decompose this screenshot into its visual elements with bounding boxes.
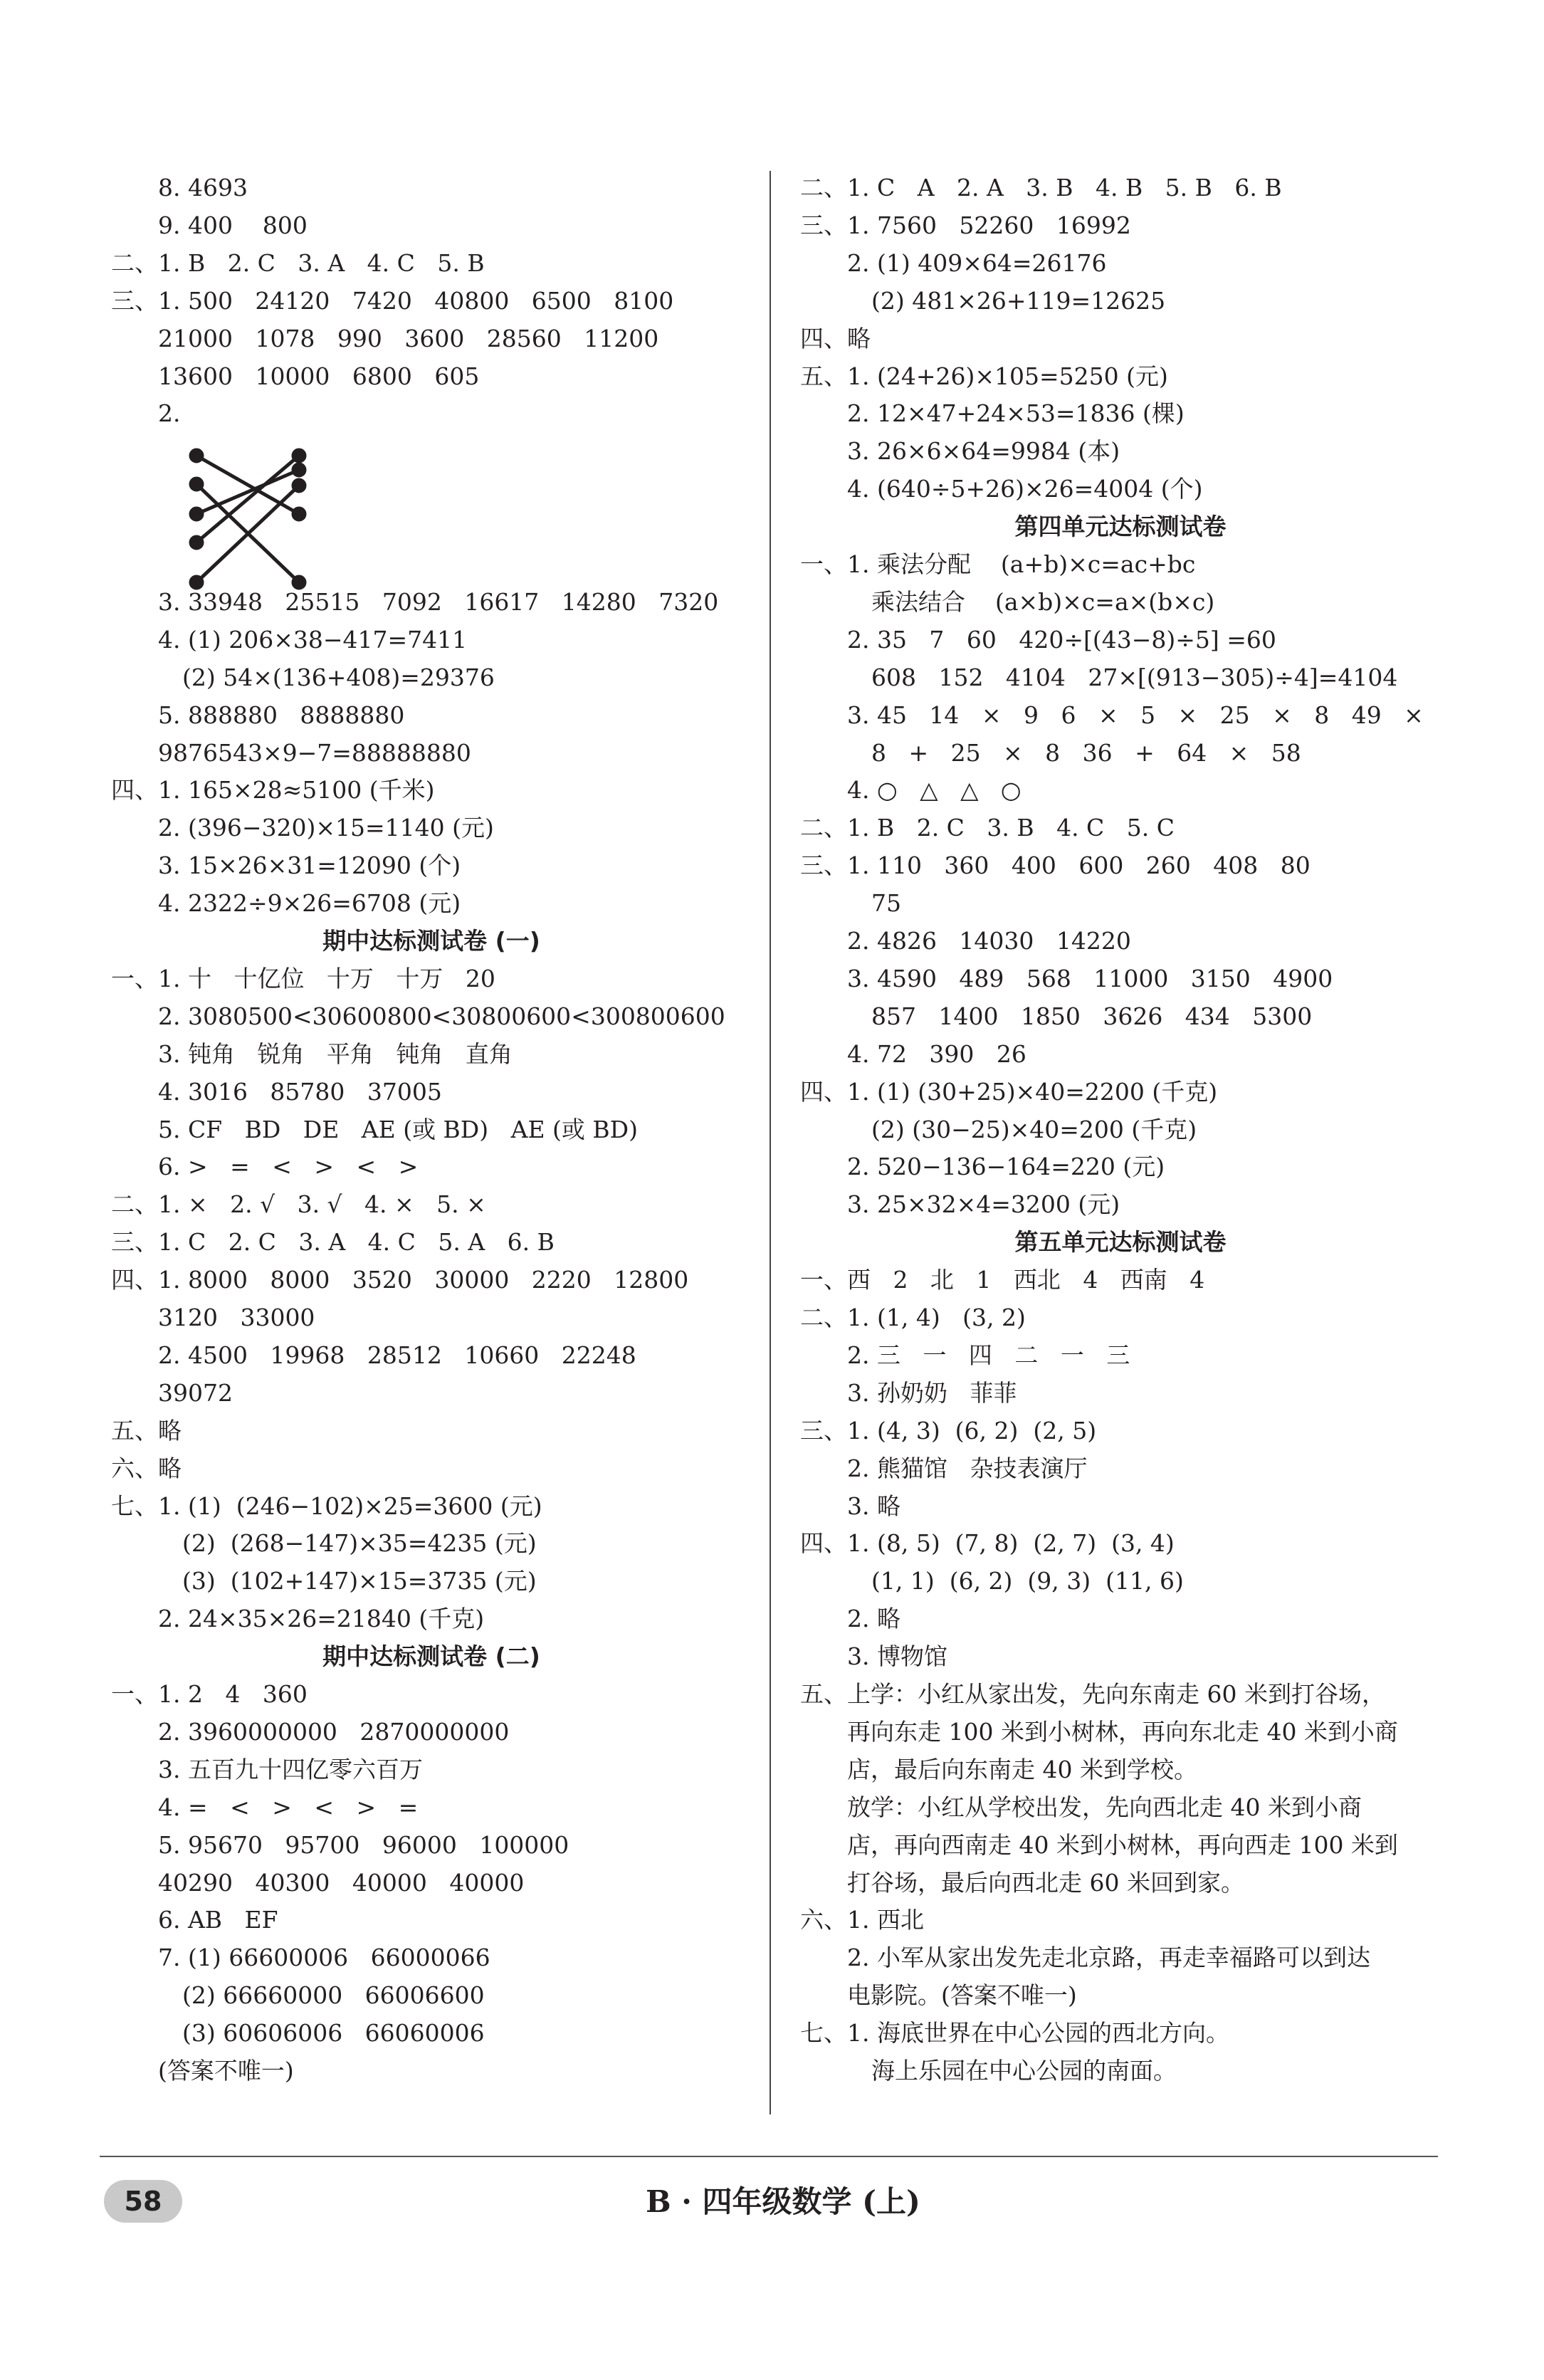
answer-line: 2. 24×35×26=21840 (千克) <box>158 1605 485 1633</box>
answer-line: 电影院。(答案不唯一) <box>847 1981 1077 2010</box>
answer-line: 五、1. (24+26)×105=5250 (元) <box>800 362 1168 390</box>
answer-line: 4. (1) 206×38−417=7411 <box>158 625 468 654</box>
answer-line: 3. 钝角 锐角 平角 钝角 直角 <box>158 1039 513 1068</box>
answer-line: (2) (30−25)×40=200 (千克) <box>871 1115 1197 1143</box>
answer-line: 三、1. 110 360 400 600 260 408 80 <box>800 851 1311 880</box>
answer-line: 一、1. 乘法分配 (a+b)×c=ac+bc <box>800 550 1196 578</box>
answer-line: 4. 3016 85780 37005 <box>158 1077 442 1106</box>
answer-line: 4. = < > < > = <box>158 1793 419 1821</box>
answer-line: 3. 26×6×64=9984 (本) <box>847 437 1120 466</box>
answer-line: 2. 4826 14030 14220 <box>847 927 1131 955</box>
answer-line: 四、1. (8, 5) (7, 8) (2, 7) (3, 4) <box>800 1529 1175 1558</box>
answer-line: 2. 略 <box>847 1605 900 1633</box>
match-dot <box>293 450 305 461</box>
answer-line: 七、1. 海底世界在中心公园的西北方向。 <box>800 2019 1229 2048</box>
footer-title: B · 四年级数学 (上) <box>646 2184 920 2219</box>
section-heading: 第四单元达标测试卷 <box>1014 513 1227 541</box>
answer-line: 乘法结合 (a×b)×c=a×(b×c) <box>871 587 1215 616</box>
answer-line: 四、1. 165×28≈5100 (千米) <box>111 776 435 804</box>
answer-line: 4. 72 390 26 <box>847 1039 1026 1068</box>
answer-line: 二、1. B 2. C 3. B 4. C 5. C <box>800 814 1175 842</box>
answer-line: 40290 40300 40000 40000 <box>158 1868 525 1897</box>
answer-line: 海上乐园在中心公园的南面。 <box>871 2057 1177 2085</box>
answer-line: 店，最后向东南走 40 米到学校。 <box>847 1755 1197 1783</box>
answer-line: 9. 400 800 <box>158 211 308 239</box>
answer-line: 打谷场，最后向西北走 60 米回到家。 <box>847 1868 1244 1897</box>
answer-line: 2. 12×47+24×53=1836 (棵) <box>847 399 1185 428</box>
answer-line: 三、1. 7560 52260 16992 <box>800 211 1131 239</box>
answer-line: 5. 888880 8888880 <box>158 701 405 729</box>
answer-line: 放学：小红从学校出发，先向西北走 40 米到小商 <box>847 1793 1362 1821</box>
answer-line: 四、略 <box>800 324 871 352</box>
answer-line: 二、1. C A 2. A 3. B 4. B 5. B 6. B <box>800 174 1282 201</box>
answer-line: 2. (1) 409×64=26176 <box>847 248 1107 277</box>
answer-line: 2. 4500 19968 28512 10660 22248 <box>158 1341 636 1369</box>
answer-line: 2. 小军从家出发先走北京路，再走幸福路可以到达 <box>847 1944 1370 1972</box>
answer-line: 3. 45 14 × 9 6 × 5 × 25 × 8 49 × <box>847 701 1424 729</box>
page-number: 58 <box>104 2180 182 2223</box>
answer-line: 2. (396−320)×15=1140 (元) <box>158 814 494 842</box>
footer-rule <box>100 2156 1438 2157</box>
answer-line: 3. 15×26×31=12090 (个) <box>158 851 461 880</box>
answer-line: (2) 54×(136+408)=29376 <box>182 663 495 691</box>
answer-line: 6. > = < > < > <box>158 1153 419 1181</box>
answer-line: 2. 520−136−164=220 (元) <box>847 1153 1165 1181</box>
answer-line: 5. 95670 95700 96000 100000 <box>158 1830 569 1859</box>
answer-line: 39072 <box>158 1378 233 1407</box>
answer-line: 857 1400 1850 3626 434 5300 <box>871 1002 1313 1030</box>
answer-line: 2. 三 一 四 二 一 三 <box>847 1341 1130 1369</box>
answer-line: 608 152 4104 27×[(913−305)÷4]=4104 <box>871 663 1398 691</box>
answer-line: 3. 33948 25515 7092 16617 14280 7320 <box>158 587 719 616</box>
answer-line: 一、1. 2 4 360 <box>111 1680 308 1708</box>
answer-line: (3) 60606006 66060006 <box>182 2019 485 2048</box>
section-heading: 第五单元达标测试卷 <box>1014 1228 1227 1257</box>
section-heading: 期中达标测试卷 (二) <box>322 1642 540 1671</box>
answer-line: 再向东走 100 米到小树林，再向东北走 40 米到小商 <box>847 1717 1398 1746</box>
answer-line: 六、1. 西北 <box>800 1906 924 1934</box>
answer-line: (答案不唯一) <box>158 2057 294 2085</box>
answer-line: 75 <box>871 889 901 918</box>
answer-line: 2. 35 7 60 420÷[(43−8)÷5] =60 <box>847 625 1276 654</box>
answer-line: 六、略 <box>111 1454 182 1482</box>
answer-line: 店，再向西南走 40 米到小树林，再向西走 100 米到 <box>847 1830 1398 1859</box>
answer-line: 三、1. (4, 3) (6, 2) (2, 5) <box>800 1416 1097 1445</box>
answer-line: 3. 孙奶奶 菲菲 <box>847 1378 1017 1407</box>
answer-line: 一、1. 十 十亿位 十万 十万 20 <box>111 964 495 992</box>
answer-line: (2) 66660000 66006600 <box>182 1981 485 2010</box>
answer-line: 8. 4693 <box>158 174 248 201</box>
match-dot <box>293 508 305 520</box>
answer-line: 21000 1078 990 3600 28560 11200 <box>158 324 659 352</box>
match-dot <box>191 508 202 520</box>
match-line <box>196 456 299 514</box>
answer-line: 4. ○ △ △ ○ <box>847 776 1022 804</box>
match-dot <box>191 478 202 490</box>
column-divider <box>770 171 771 2114</box>
answer-line: 四、1. 8000 8000 3520 30000 2220 12800 <box>111 1266 689 1294</box>
answer-line: 2. 3080500<30600800<30800600<300800600 <box>158 1002 725 1030</box>
answer-line: 五、略 <box>111 1416 182 1445</box>
matching-diagram <box>178 399 320 598</box>
answer-line: 6. AB EF <box>158 1906 278 1934</box>
answer-line: (2) 481×26+119=12625 <box>871 286 1166 315</box>
match-dot <box>191 577 202 588</box>
answer-line: (1, 1) (6, 2) (9, 3) (11, 6) <box>871 1567 1184 1595</box>
answer-line: 3120 33000 <box>158 1304 315 1331</box>
answer-line: 13600 10000 6800 605 <box>158 362 480 390</box>
match-dot <box>191 450 202 461</box>
answer-line: 2. 熊猫馆 杂技表演厅 <box>847 1454 1088 1482</box>
answer-line: 3. 略 <box>847 1492 900 1520</box>
answer-line: 一、西 2 北 1 西北 4 西南 4 <box>800 1266 1205 1294</box>
answer-line: 七、1. (1) (246−102)×25=3600 (元) <box>111 1492 542 1520</box>
match-line <box>196 470 299 514</box>
answer-line: 4. (640÷5+26)×26=4004 (个) <box>847 475 1203 503</box>
answer-line: 3. 博物馆 <box>847 1642 947 1671</box>
answer-line: 7. (1) 66600006 66000066 <box>158 1944 490 1972</box>
answer-line: 9876543×9−7=88888880 <box>158 738 471 767</box>
answer-line: 5. CF BD DE AE (或 BD) AE (或 BD) <box>158 1115 638 1143</box>
answer-line: 2. 3960000000 2870000000 <box>158 1717 510 1746</box>
match-dot <box>293 480 305 491</box>
answer-line: 4. 2322÷9×26=6708 (元) <box>158 889 461 918</box>
section-heading: 期中达标测试卷 (一) <box>322 927 540 955</box>
match-dot <box>293 464 305 476</box>
answer-line: (2) (268−147)×35=4235 (元) <box>182 1529 537 1558</box>
answer-line: 二、1. B 2. C 3. A 4. C 5. B <box>111 248 485 277</box>
answer-line: 五、上学：小红从家出发，先向东南走 60 米到打谷场， <box>800 1680 1385 1708</box>
answer-line: 二、1. × 2. √ 3. √ 4. × 5. × <box>111 1190 486 1219</box>
answer-line: 2. <box>158 399 181 428</box>
match-dot <box>191 537 202 548</box>
answer-line: 8 + 25 × 8 36 + 64 × 58 <box>871 738 1301 767</box>
answer-line: 二、1. (1, 4) (3, 2) <box>800 1304 1026 1331</box>
answer-line: 四、1. (1) (30+25)×40=2200 (千克) <box>800 1077 1218 1106</box>
answer-line: (3) (102+147)×15=3735 (元) <box>182 1567 537 1595</box>
answer-line: 3. 4590 489 568 11000 3150 4900 <box>847 964 1333 992</box>
answer-line: 三、1. 500 24120 7420 40800 6500 8100 <box>111 286 674 315</box>
answer-line: 3. 25×32×4=3200 (元) <box>847 1190 1120 1219</box>
answer-line: 三、1. C 2. C 3. A 4. C 5. A 6. B <box>111 1228 555 1257</box>
match-dot <box>293 577 305 588</box>
answer-line: 3. 五百九十四亿零六百万 <box>158 1755 423 1783</box>
